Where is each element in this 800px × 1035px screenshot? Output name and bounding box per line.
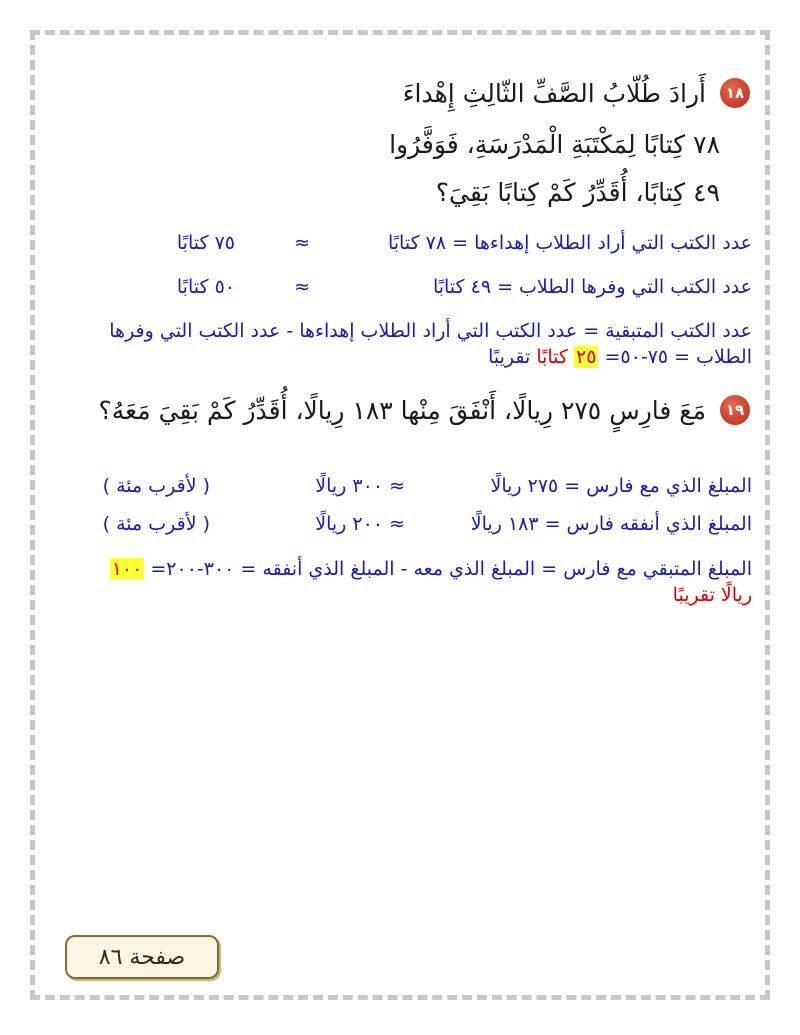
answer-18-line-2-left: عدد الكتب التي وفرها الطلاب = ٤٩ كتابًا — [432, 276, 752, 298]
answer-18-line-1-right: ٧٥ كتابًا — [176, 232, 235, 254]
answer-19-line-1-left: المبلغ الذي مع فارس = ٢٧٥ ريالًا — [490, 475, 752, 497]
answer-18-line-4 — [488, 346, 752, 368]
answer-19-line-2-note: ( لأقرب مئة ) — [102, 513, 210, 535]
answer-19-line-3 — [110, 558, 752, 580]
answer-19-line-1-note: ( لأقرب مئة ) — [102, 475, 210, 497]
answer-18-line-1-approx: ≈ — [294, 232, 310, 254]
answer-18-approx-word: تقريبًا — [488, 346, 531, 368]
answer-18-unit: كتابًا — [536, 346, 568, 368]
answer-18-line-3: عدد الكتب المتبقية = عدد الكتب التي أراد الطلاب إهداءها - عدد الكتب التي وفرها — [109, 320, 752, 342]
answer-19-result-highlight: ١٠٠ — [111, 558, 143, 580]
answer-18-result-highlight: ٢٥ — [576, 346, 597, 368]
answer-19-line-1-mid: ≈ ٣٠٠ ريالًا — [315, 475, 405, 497]
answer-18-line-2-approx: ≈ — [294, 276, 310, 298]
question-18-line-2: ٧٨ كِتابًا لِمَكْتَبَةِ الْمَدْرَسَةِ، فَوَفَّرُوا — [389, 130, 720, 159]
question-19-text: مَعَ فارِسٍ ٢٧٥ رِيالًا، أَنْفَقَ مِنْها ١٨٣ رِيالًا، أُقَدِّرُ كَمْ بَقِيَ مَعَهُ؟ — [98, 395, 706, 425]
answer-19-line-2-mid: ≈ ٢٠٠ ريالًا — [315, 513, 405, 535]
answer-18-line-2-right: ٥٠ كتابًا — [176, 276, 235, 298]
question-19-header — [99, 395, 751, 425]
page-number-label: صفحة ٨٦ — [65, 935, 219, 979]
answer-19-equation: المبلغ المتبقي مع فارس = المبلغ الذي معه - المبلغ الذي أنفقه = ٣٠٠-٢٠٠= — [150, 558, 752, 580]
answer-18-line-1-left: عدد الكتب التي أراد الطلاب إهداءها = ٧٨ كتابًا — [387, 232, 752, 254]
answer-19-line-4: ريالًا تقريبًا — [672, 584, 752, 606]
question-number-badge: ١٨ — [720, 78, 750, 108]
answer-19-line-2-left: المبلغ الذي أنفقه فارس = ١٨٣ ريالًا — [470, 513, 752, 535]
question-18-header — [403, 78, 750, 108]
question-18-line-1: أَرادَ طُلّابُ الصَّفِّ الثّالِثِ إِهْداءَ — [402, 78, 706, 108]
question-18-line-3: ٤٩ كِتابًا، أُقَدِّرُ كَمْ كِتابًا بَقِيَ؟ — [435, 178, 720, 207]
question-number-badge: ١٩ — [720, 395, 750, 425]
answer-18-equation: الطلاب = ٧٥-٥٠= — [604, 346, 752, 368]
